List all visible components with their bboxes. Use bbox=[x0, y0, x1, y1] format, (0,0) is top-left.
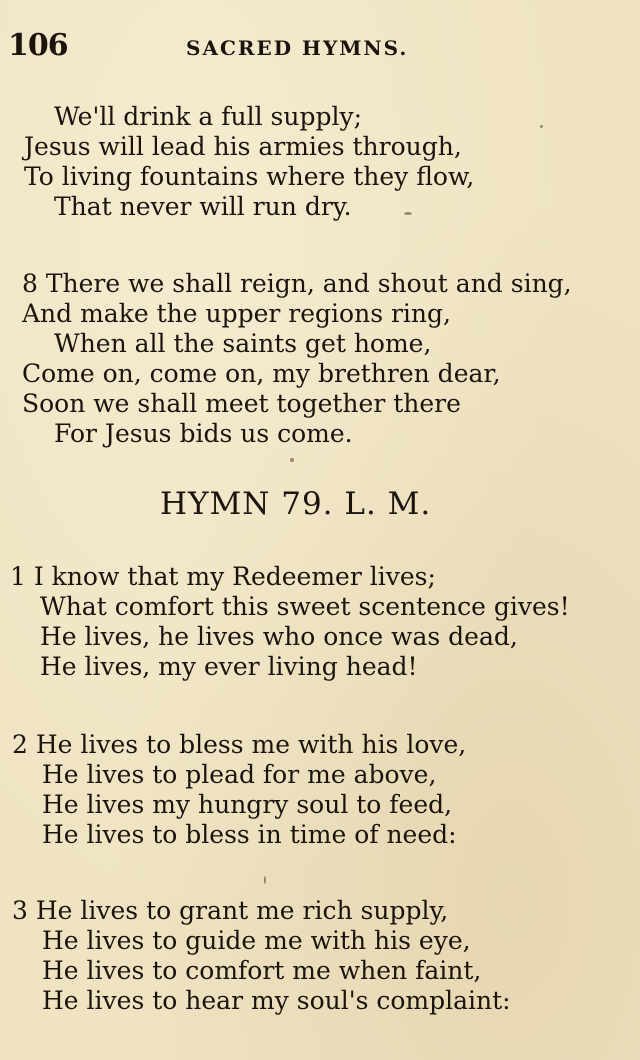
verse-line: He lives to hear my soul's complaint: bbox=[42, 986, 511, 1015]
paper-speck bbox=[264, 876, 266, 884]
verse-line: We'll drink a full supply; bbox=[54, 102, 363, 131]
verse-line: He lives to bless in time of need: bbox=[42, 820, 457, 849]
verse-line: He lives, my ever living head! bbox=[40, 652, 418, 681]
verse-line: He lives to plead for me above, bbox=[42, 760, 437, 789]
verse-line: For Jesus bids us come. bbox=[54, 419, 353, 448]
verse-line: Jesus will lead his armies through, bbox=[24, 132, 462, 161]
paper-speck bbox=[290, 458, 294, 462]
verse-line: Soon we shall meet together there bbox=[22, 389, 461, 418]
verse-line: What comfort this sweet scentence gives! bbox=[40, 592, 570, 621]
verse-line: 1 I know that my Redeemer lives; bbox=[10, 562, 436, 591]
paper-speck bbox=[404, 212, 412, 215]
running-title: SACRED HYMNS. bbox=[186, 36, 409, 60]
paper-speck bbox=[540, 125, 543, 128]
page-number: 106 bbox=[8, 28, 68, 63]
verse-line: And make the upper regions ring, bbox=[22, 299, 451, 328]
verse-line: That never will run dry. bbox=[54, 192, 352, 221]
verse-line: When all the saints get home, bbox=[54, 329, 432, 358]
verse-line: To living fountains where they flow, bbox=[24, 162, 475, 191]
verse-line: He lives my hungry soul to feed, bbox=[42, 790, 453, 819]
hymn-title: HYMN 79. L. M. bbox=[160, 486, 432, 522]
verse-line: 8 There we shall reign, and shout and sing, bbox=[22, 269, 572, 298]
verse-line: He lives to comfort me when faint, bbox=[42, 956, 482, 985]
verse-line: 3 He lives to grant me rich supply, bbox=[12, 896, 449, 925]
verse-line: He lives, he lives who once was dead, bbox=[40, 622, 518, 651]
verse-line: He lives to guide me with his eye, bbox=[42, 926, 471, 955]
verse-line: 2 He lives to bless me with his love, bbox=[12, 730, 467, 759]
verse-line: Come on, come on, my brethren dear, bbox=[22, 359, 501, 388]
